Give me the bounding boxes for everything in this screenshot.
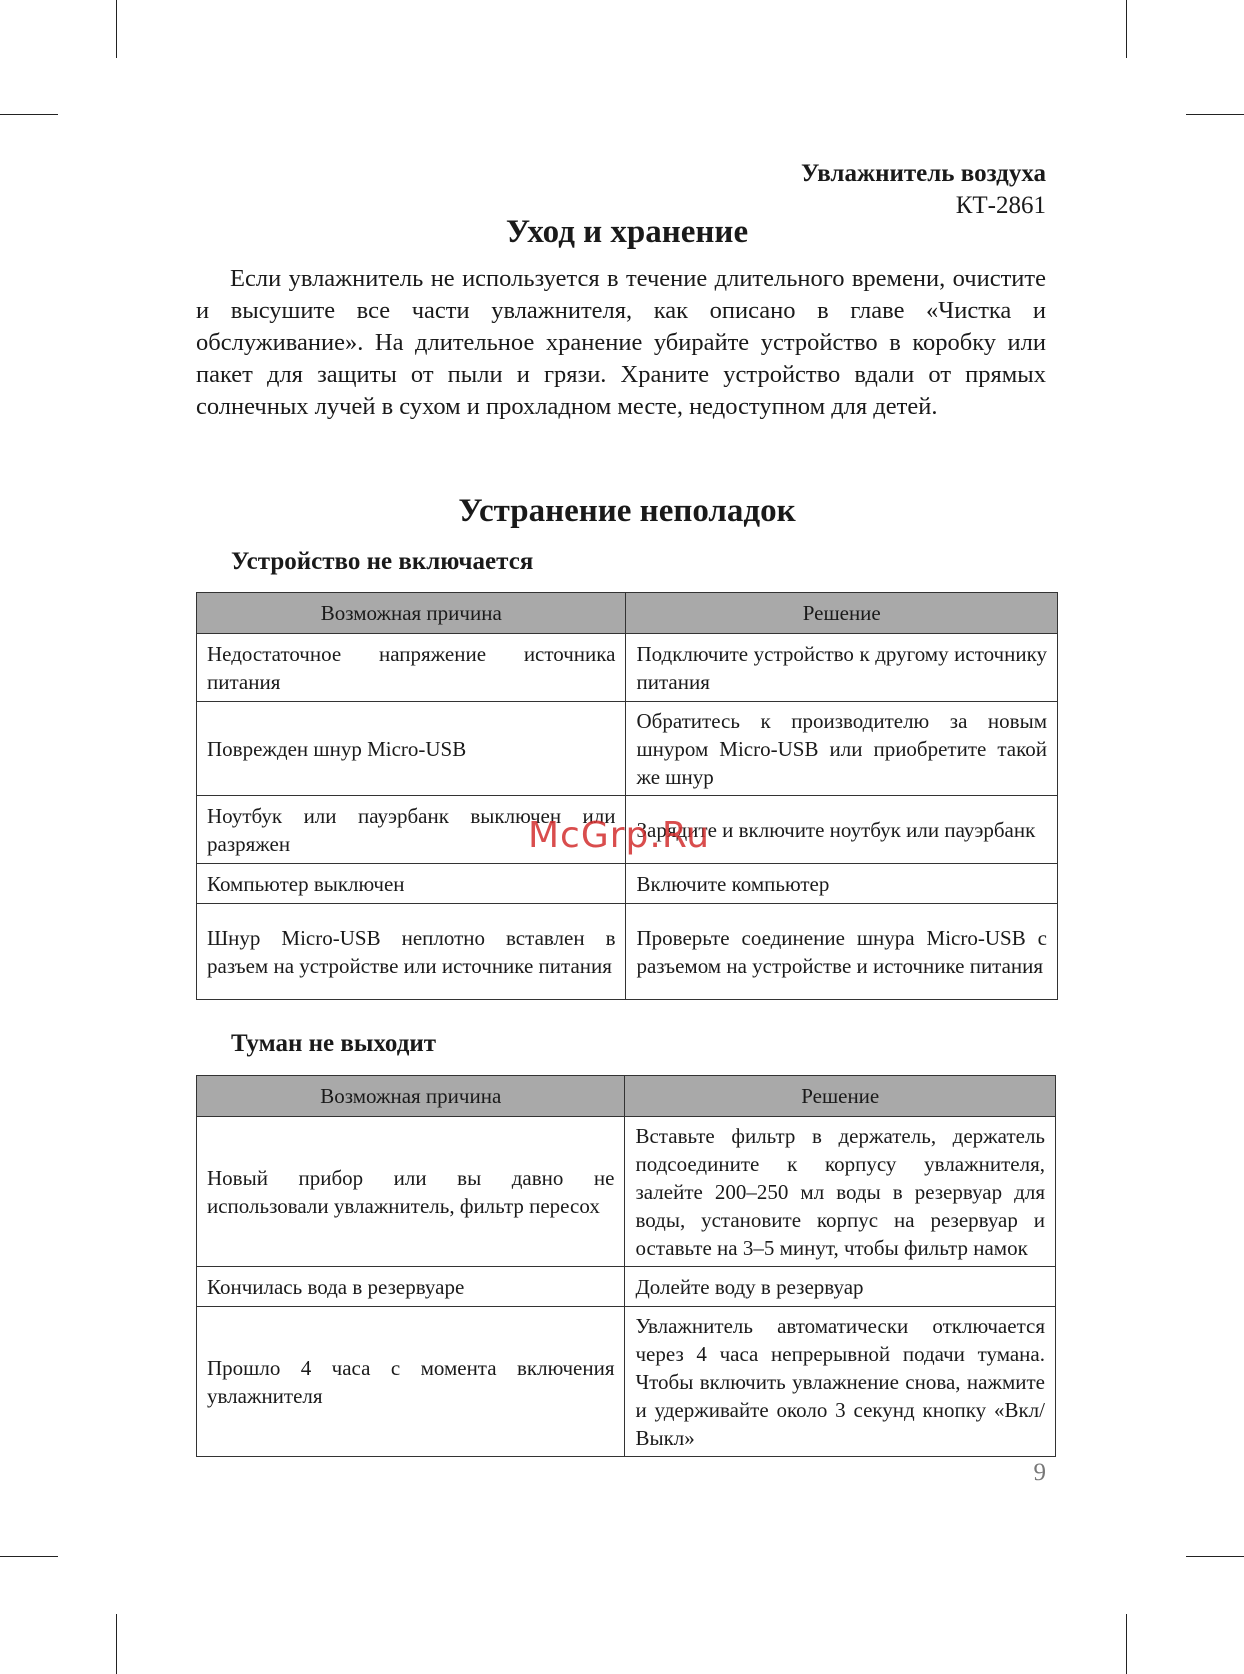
- cause-cell: Прошло 4 часа с момента включения увлажнителя: [197, 1307, 625, 1457]
- table-row: [197, 702, 1058, 796]
- care-title: Уход и хранение: [505, 214, 749, 250]
- cause-cell: Новый прибор или вы давно не использовали увлажнитель, фильтр пересох: [197, 1117, 625, 1267]
- table-row: [197, 1307, 1056, 1457]
- crop-mark: [0, 1556, 58, 1557]
- crop-mark: [116, 0, 117, 58]
- column-header-solution: Решение: [625, 1076, 1056, 1117]
- solution-cell: Зарядите и включите ноутбук или пауэрбанк: [626, 796, 1058, 864]
- solution-cell: Увлажнитель автоматически отключается через 4 часа непрерывной подачи тумана. Чтобы включить увлажнение снова, нажмите и удерживайте около 3 секунд кнопку «Вкл/Выкл»: [625, 1307, 1056, 1457]
- table-row: [197, 904, 1058, 1000]
- care-text: [196, 263, 1046, 423]
- table-header-row: [197, 1076, 1056, 1117]
- section-title: Туман не выходит: [231, 1030, 437, 1057]
- table-header-row: [197, 593, 1058, 634]
- crop-mark: [1126, 1614, 1127, 1674]
- solution-cell: Вставьте фильтр в держатель, держатель подсоедините к корпусу увлажнителя, залейте 200–250 мл воды в резервуар для воды, установите корпус на резервуар и оставьте на 3–5 минут, чтобы фильтр намок: [625, 1117, 1056, 1267]
- page-number: 9: [1033, 1459, 1046, 1486]
- troubleshooting-table: [196, 592, 1058, 1000]
- table-row: [197, 1117, 1056, 1267]
- cause-cell: Поврежден шнур Micro-USB: [197, 702, 626, 796]
- solution-cell: Обратитесь к производителю за новым шнуром Micro-USB или приобретите такой же шнур: [626, 702, 1058, 796]
- column-header-solution: Решение: [626, 593, 1058, 634]
- watermark: McGrp.Ru: [528, 815, 711, 856]
- troubleshooting-table: [196, 1075, 1056, 1457]
- troubleshooting-title: Устранение неполадок: [458, 493, 796, 529]
- table-row: [197, 1267, 1056, 1307]
- section-title: Устройство не включается: [231, 548, 534, 575]
- crop-mark: [0, 114, 58, 115]
- model-number: КТ-2861: [955, 192, 1046, 219]
- product-name: Увлажнитель воздуха: [800, 160, 1046, 187]
- cause-cell: Шнур Micro-USB неплотно вставлен в разъем на устройстве или источнике питания: [197, 904, 626, 1000]
- column-header-cause: Возможная причина: [197, 593, 626, 634]
- cause-cell: Недостаточное напряжение источника питания: [197, 634, 626, 702]
- table-row: [197, 864, 1058, 904]
- crop-mark: [116, 1614, 117, 1674]
- crop-mark: [1126, 0, 1127, 58]
- column-header-cause: Возможная причина: [197, 1076, 625, 1117]
- solution-cell: Подключите устройство к другому источнику питания: [626, 634, 1058, 702]
- care-paragraph: Если увлажнитель не используется в течение длительного времени, очистите и высушите все части увлажнителя, как описано в главе «Чистка и обслуживание». На длительное хранение убирайте устройство в коробку или пакет для защиты от пыли и грязи. Храните устройство вдали от прямых солнечных лучей в сухом и прохладном месте, недоступном для детей.: [196, 265, 1046, 420]
- solution-cell: Проверьте соединение шнура Micro-USB с разъемом на устройстве и источнике питания: [626, 904, 1058, 1000]
- table-row: [197, 634, 1058, 702]
- solution-cell: Включите компьютер: [626, 864, 1058, 904]
- cause-cell: Кончилась вода в резервуаре: [197, 1267, 625, 1307]
- cause-cell: Ноутбук или пауэрбанк выключен или разряжен: [197, 796, 626, 864]
- crop-mark: [1186, 1556, 1244, 1557]
- running-header: [801, 158, 1046, 222]
- crop-mark: [1186, 114, 1244, 115]
- cause-cell: Компьютер выключен: [197, 864, 626, 904]
- solution-cell: Долейте воду в резервуар: [625, 1267, 1056, 1307]
